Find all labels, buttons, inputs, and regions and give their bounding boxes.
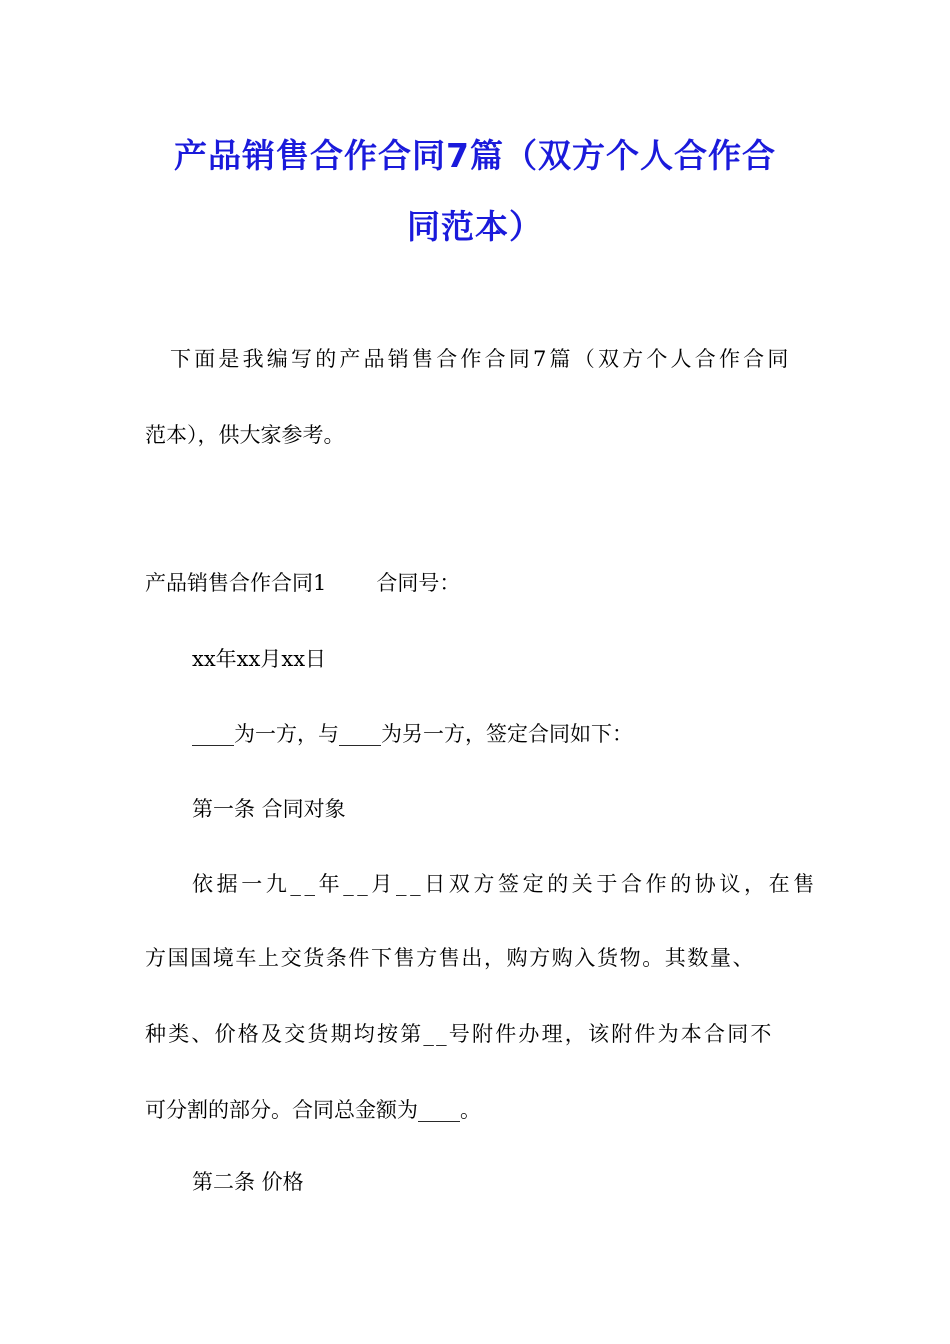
article-1-paragraph-line-1: 依据一九__年__月__日双方签定的关于合作的协议，在售 [192,872,818,896]
contract-heading [145,569,460,597]
intro-line-1 [170,345,805,373]
article-1-paragraph-line-2: 方国国境车上交货条件下售方售出，购方购入货物。其数量、 [145,946,756,970]
article-1-paragraph-line-3: 种类、价格及交货期均按第__号附件办理，该附件为本合同不 [145,1022,774,1046]
article-2-heading: 第二条 价格 [192,1170,304,1194]
contract-name: 产品销售合作合同1 [145,571,327,595]
intro-text-1: 下面是我编写的产品销售合作合同7篇（双方个人合作合同 [170,347,792,371]
document-title-line-2: 同范本） [407,207,543,246]
article-1-heading: 第一条 合同对象 [192,797,346,821]
contract-parties: ____为一方，与____为另一方，签定合同如下： [192,722,633,746]
intro-line-2: 范本），供大家参考。 [145,423,345,447]
article-1-paragraph-line-4: 可分割的部分。合同总金额为____。 [145,1098,481,1122]
contract-number-label: 合同号： [376,571,461,595]
document-title-line-1: 产品销售合作合同7篇（双方个人合作合 [174,136,776,175]
contract-date: xx年xx月xx日 [192,647,327,671]
